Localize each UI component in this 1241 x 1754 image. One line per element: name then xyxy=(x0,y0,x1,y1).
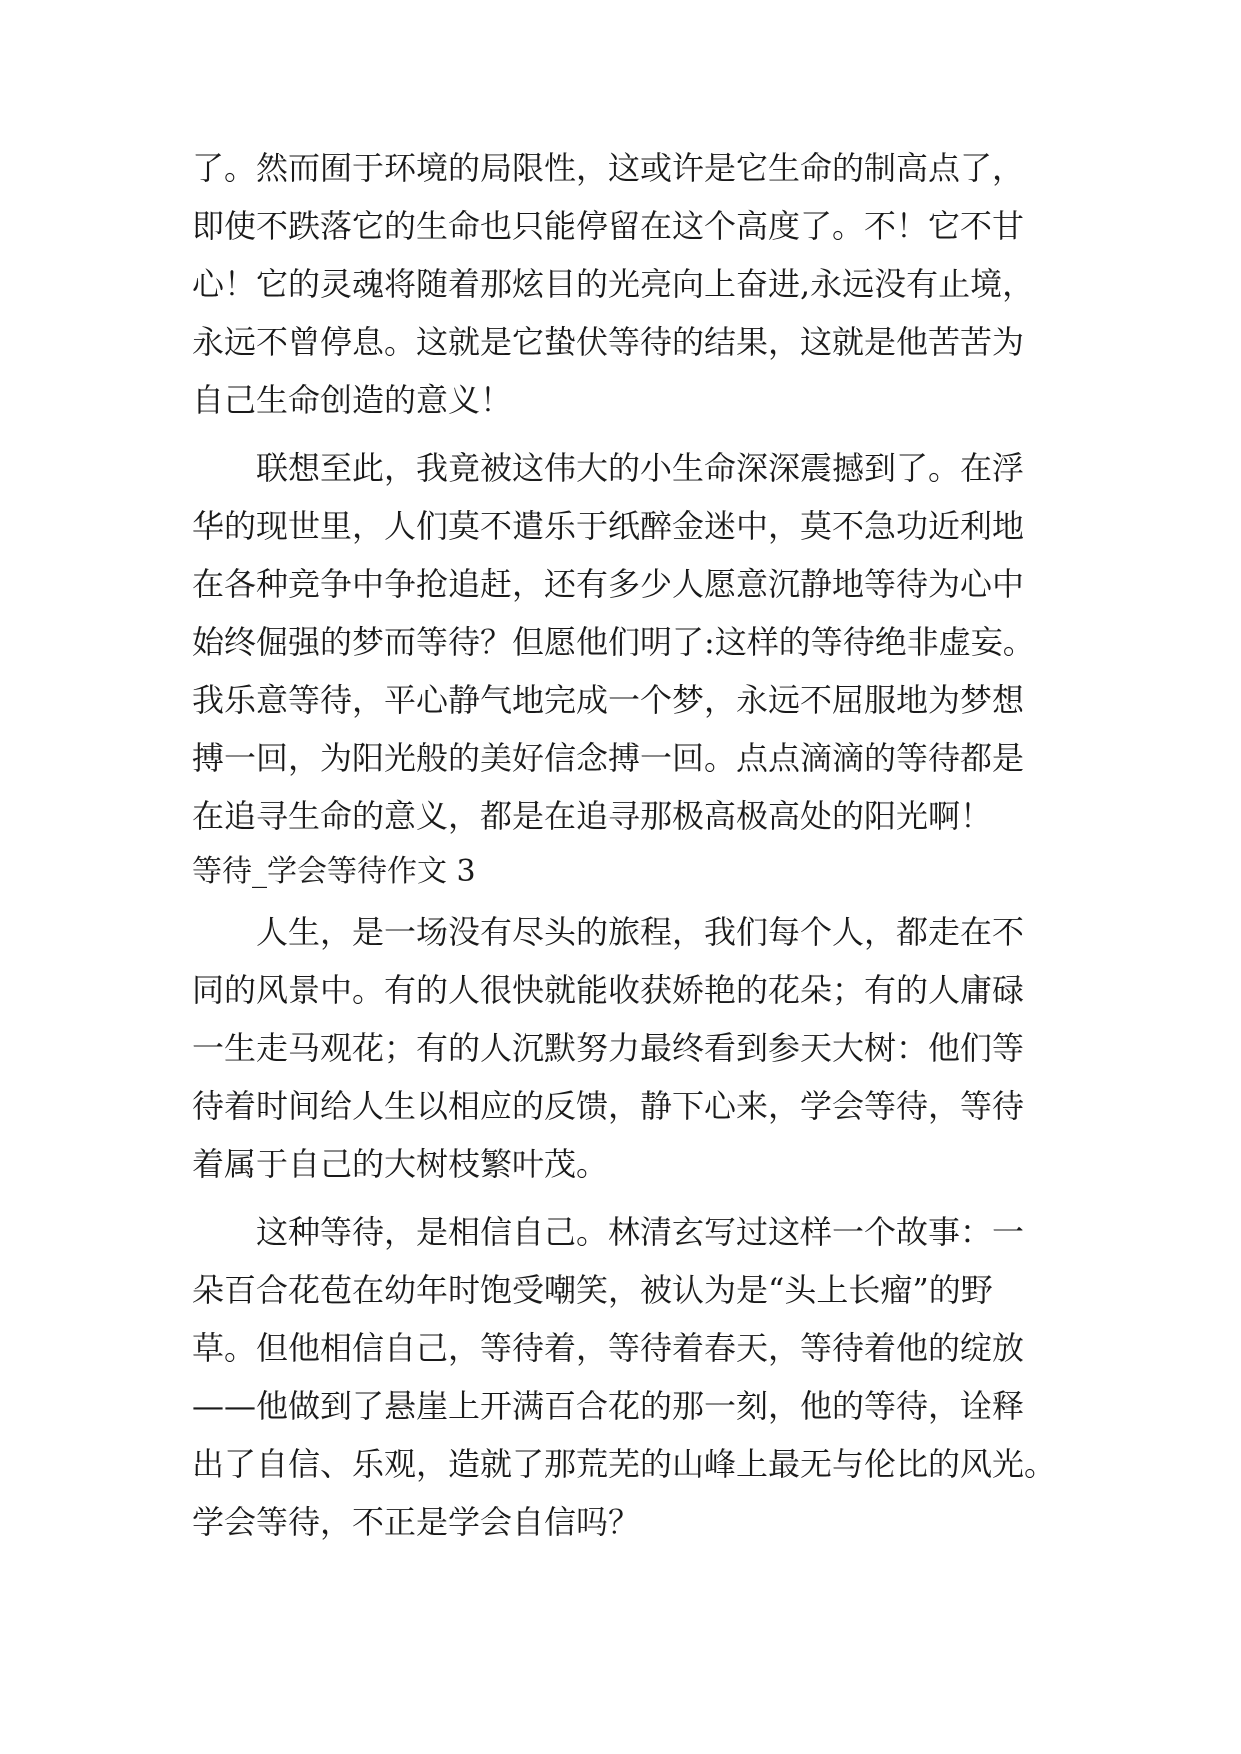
paragraph-line: 着属于自己的大树枝繁叶茂。 xyxy=(192,1145,609,1183)
paragraph-line: 我乐意等待，平心静气地完成一个梦，永远不屈服地为梦想 xyxy=(192,681,1025,719)
paragraph-line: 华的现世里，人们莫不遣乐于纸醉金迷中，莫不急功近利地 xyxy=(192,507,1025,545)
paragraph-line: 朵百合花苞在幼年时饱受嘲笑，被认为是“头上长瘤”的野 xyxy=(192,1271,993,1309)
paragraph-line: 联想至此，我竟被这伟大的小生命深深震撼到了。在浮 xyxy=(256,449,1025,487)
paragraph-line: 出了自信、乐观，造就了那荒芜的山峰上最无与伦比的风光。 xyxy=(192,1445,1057,1483)
paragraph-line: 永远不曾停息。这就是它蛰伏等待的结果，这就是他苦苦为 xyxy=(192,323,1025,361)
paragraph-line: ——他做到了悬崖上开满百合花的那一刻，他的等待，诠释 xyxy=(192,1387,1025,1425)
paragraph-line: 了。然而囿于环境的局限性，这或许是它生命的制高点了， xyxy=(192,149,1025,187)
paragraph-line: 同的风景中。有的人很快就能收获娇艳的花朵；有的人庸碌 xyxy=(192,971,1025,1009)
paragraph-line: 心！它的灵魂将随着那炫目的光亮向上奋进,永远没有止境， xyxy=(192,265,1035,303)
paragraph-line: 即使不跌落它的生命也只能停留在这个高度了。不！它不甘 xyxy=(192,207,1025,245)
paragraph-line: 草。但他相信自己，等待着，等待着春天，等待着他的绽放 xyxy=(192,1329,1025,1367)
paragraph-line: 这种等待，是相信自己。林清玄写过这样一个故事：一 xyxy=(256,1213,1025,1251)
section-title: 等待_学会等待作文 3 xyxy=(192,854,476,889)
paragraph-line: 在各种竞争中争抢追赶，还有多少人愿意沉静地等待为心中 xyxy=(192,565,1025,603)
paragraph-line: 自己生命创造的意义！ xyxy=(192,381,513,419)
paragraph-line: 在追寻生命的意义，都是在追寻那极高极高处的阳光啊！ xyxy=(192,797,993,835)
paragraph-line: 学会等待，不正是学会自信吗？ xyxy=(192,1503,641,1541)
paragraph-line: 一生走马观花；有的人沉默努力最终看到参天大树：他们等 xyxy=(192,1029,1025,1067)
paragraph-line: 搏一回，为阳光般的美好信念搏一回。点点滴滴的等待都是 xyxy=(192,739,1025,777)
paragraph-line: 人生，是一场没有尽头的旅程，我们每个人，都走在不 xyxy=(256,913,1025,951)
paragraph-line: 始终倔强的梦而等待？但愿他们明了:这样的等待绝非虚妄。 xyxy=(192,623,1035,661)
paragraph-line: 待着时间给人生以相应的反馈，静下心来，学会等待，等待 xyxy=(192,1087,1025,1125)
